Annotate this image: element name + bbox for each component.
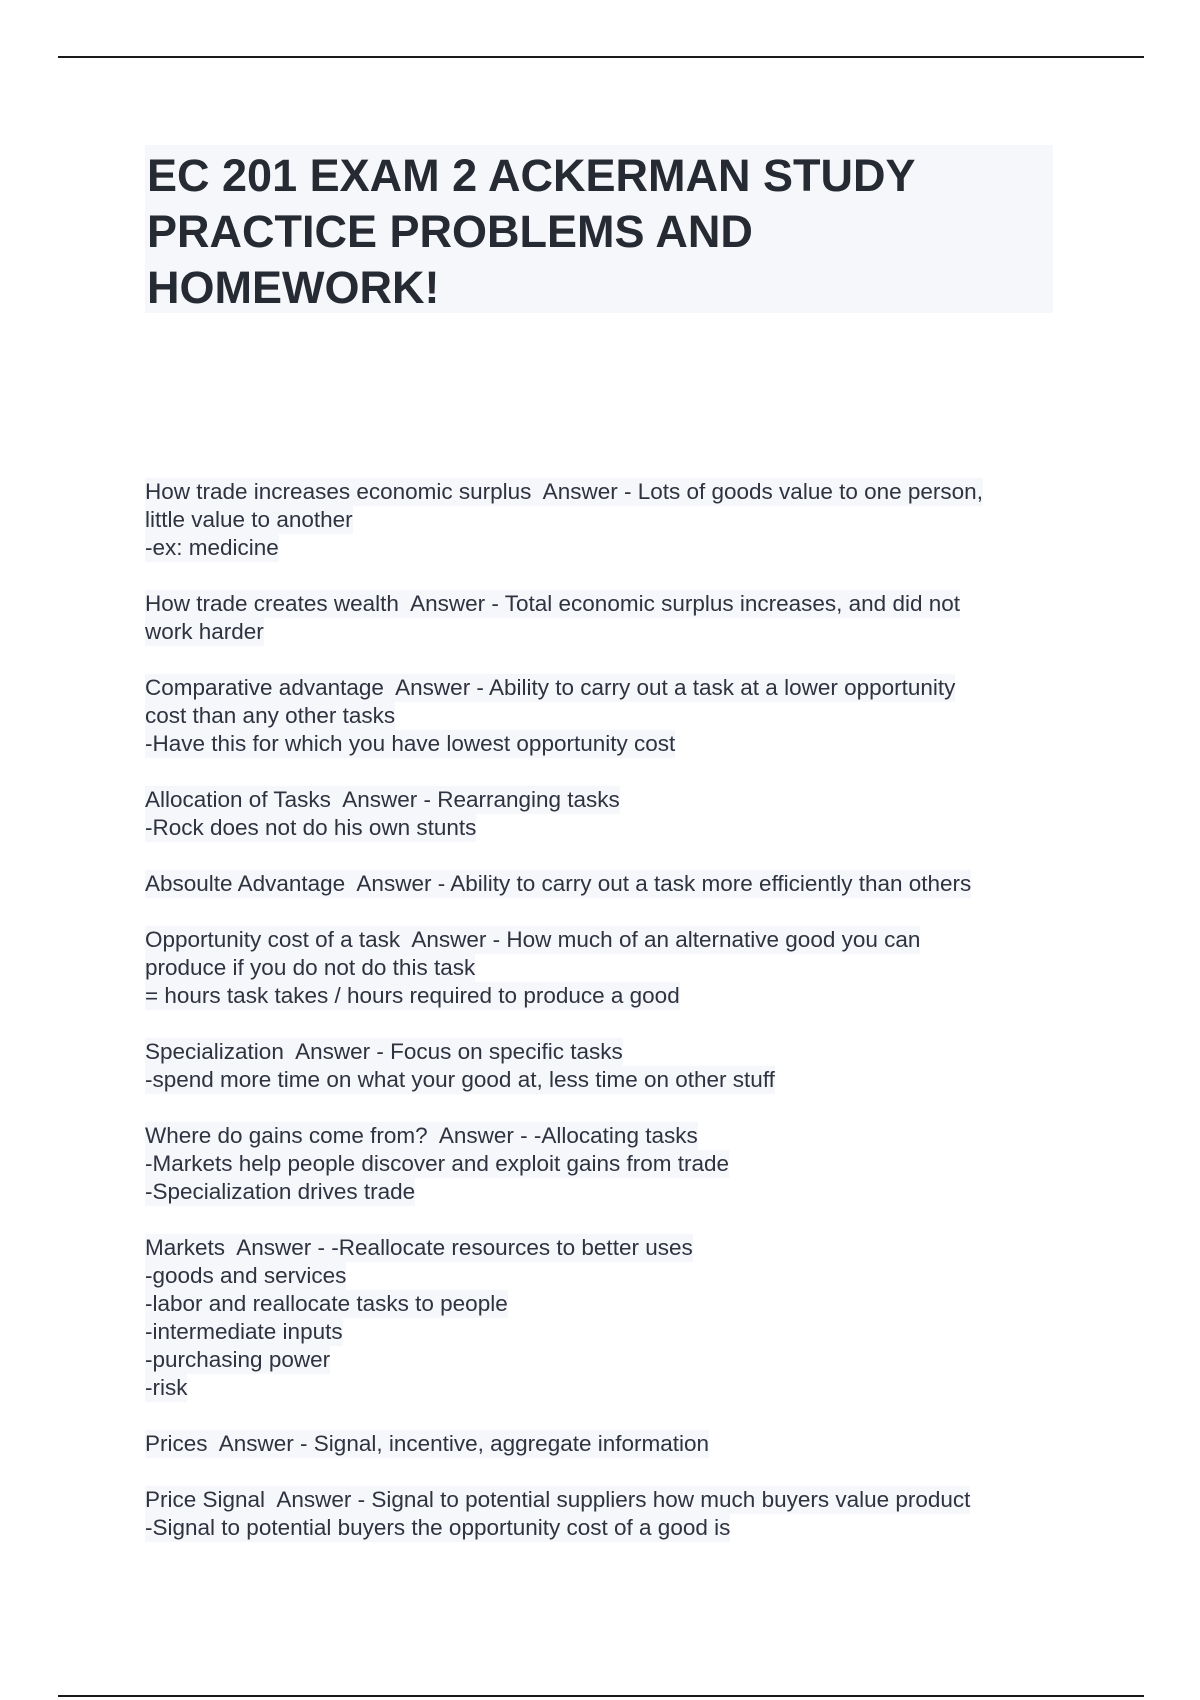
flashcard-question-answer: Comparative advantage Answer - Ability to carry out a task at a lower opportunity [145,675,956,700]
flashcard-answer-line: -Specialization drives trade [145,1179,416,1204]
flashcard-item [145,1430,1065,1458]
flashcard-question-answer: Markets Answer - -Reallocate resources to better uses [145,1235,693,1260]
flashcard-item [145,1038,1065,1094]
flashcard-question-answer: Prices Answer - Signal, incentive, aggregate information [145,1431,710,1456]
flashcard-question-answer: Allocation of Tasks Answer - Rearranging tasks [145,787,620,812]
top-divider [58,56,1144,58]
flashcard-question-answer: How trade increases economic surplus Answer - Lots of goods value to one person, [145,479,983,504]
title-block [145,145,1053,313]
flashcard-item [145,478,1065,562]
flashcard-item [145,1486,1065,1542]
flashcard-item [145,1122,1065,1206]
flashcard-answer-line: cost than any other tasks [145,703,396,728]
flashcard-list [145,478,1065,1570]
flashcard-item [145,590,1065,646]
flashcard-answer-line: work harder [145,619,264,644]
flashcard-item [145,926,1065,1010]
flashcard-answer-line: -risk [145,1375,188,1400]
flashcard-question-answer: Specialization Answer - Focus on specific tasks [145,1039,623,1064]
flashcard-question-answer: How trade creates wealth Answer - Total economic surplus increases, and did not [145,591,960,616]
flashcard-item [145,674,1065,758]
flashcard-answer-line: little value to another [145,507,353,532]
flashcard-answer-line: produce if you do not do this task [145,955,476,980]
flashcard-item [145,786,1065,842]
flashcard-answer-line: -goods and services [145,1263,347,1288]
flashcard-question-answer: Where do gains come from? Answer - -Allocating tasks [145,1123,698,1148]
flashcard-answer-line: -labor and reallocate tasks to people [145,1291,508,1316]
flashcard-answer-line: -Signal to potential buyers the opportunity cost of a good is [145,1515,731,1540]
bottom-divider [58,1695,1144,1697]
flashcard-answer-line: -purchasing power [145,1347,331,1372]
flashcard-answer-line: -Have this for which you have lowest opportunity cost [145,731,676,756]
flashcard-answer-line: = hours task takes / hours required to produce a good [145,983,680,1008]
flashcard-item [145,1234,1065,1402]
flashcard-question-answer: Opportunity cost of a task Answer - How much of an alternative good you can [145,927,921,952]
flashcard-answer-line: -Rock does not do his own stunts [145,815,477,840]
document-title: EC 201 EXAM 2 ACKERMAN STUDY PRACTICE PROBLEMS AND HOMEWORK! [147,150,915,313]
flashcard-answer-line: -spend more time on what your good at, less time on other stuff [145,1067,775,1092]
flashcard-question-answer: Absoulte Advantage Answer - Ability to carry out a task more efficiently than others [145,871,972,896]
flashcard-answer-line: -ex: medicine [145,535,279,560]
flashcard-question-answer: Price Signal Answer - Signal to potential suppliers how much buyers value product [145,1487,971,1512]
flashcard-item [145,870,1065,898]
flashcard-answer-line: -intermediate inputs [145,1319,343,1344]
flashcard-answer-line: -Markets help people discover and exploit gains from trade [145,1151,730,1176]
